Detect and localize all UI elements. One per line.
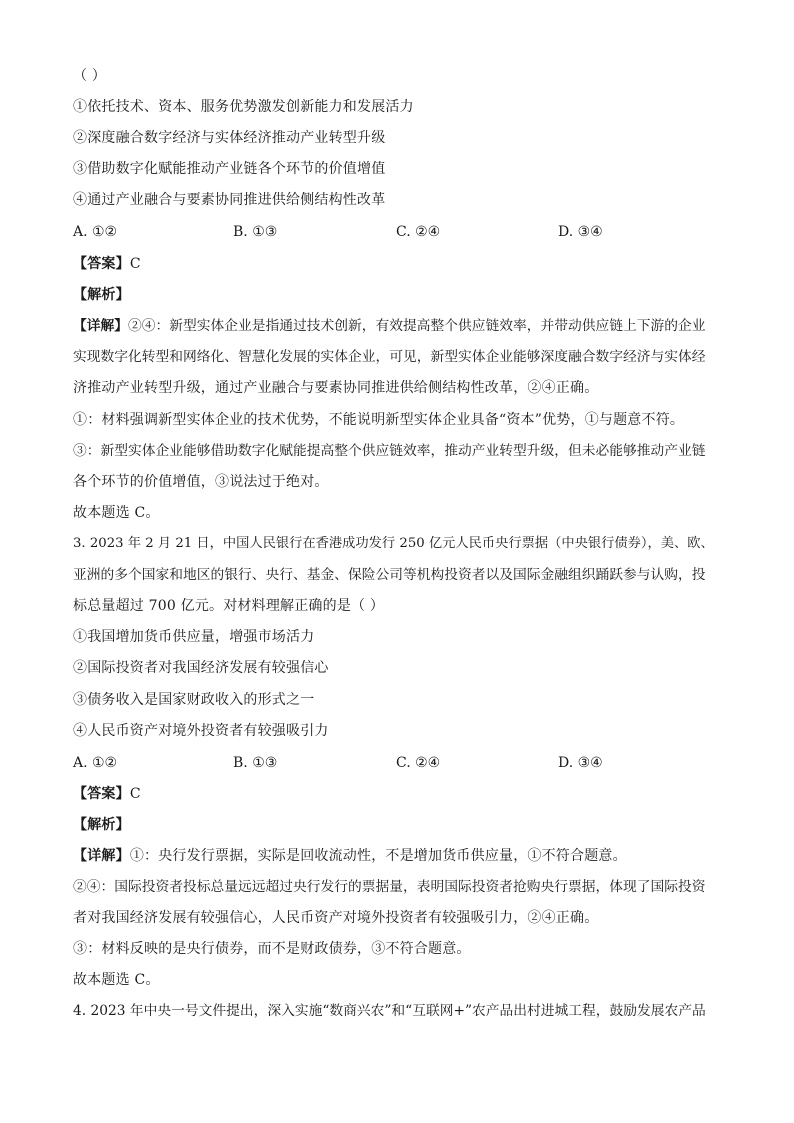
- q2-answer-value: C: [129, 256, 141, 272]
- q2-option-d: D. ③④: [558, 224, 603, 240]
- q2-detail-line-2: 实现数字化转型和网络化、智慧化发展的实体企业，可见，新型实体企业能够深度融合数字经济与实体经: [73, 349, 706, 365]
- q3-stem-line-2: 亚洲的多个国家和地区的银行、央行、基金、保险公司等机构投资者以及国际金融组织踊跃参与认购，投: [73, 567, 706, 583]
- q3-detail-text-1: ①：央行发行票据，实际是回收流动性，不是增加货币供应量，①不符合题意。: [129, 848, 627, 864]
- q2-option-a: A. ①②: [73, 224, 118, 240]
- q2-conclusion: 故本题选 C。: [73, 505, 160, 521]
- q3-detail-line-4: ③：材料反映的是央行债券，而不是财政债券，③不符合题意。: [73, 941, 471, 957]
- q2-stem-tail: （ ）: [73, 68, 107, 84]
- q2-statement-1: ①依托技术、资本、服务优势激发创新能力和发展活力: [73, 99, 414, 115]
- q2-statement-4: ④通过产业融合与要素协同推进供给侧结构性改革: [73, 192, 386, 208]
- q2-detail-line-1: [73, 316, 723, 336]
- q3-stem-line-3: 标总量超过 700 亿元。对材料理解正确的是（ ）: [73, 598, 385, 614]
- q3-statement-3: ③债务收入是国家财政收入的形式之一: [73, 692, 315, 708]
- q2-analysis-tag: 【解析】: [73, 287, 130, 303]
- q2-answer-row: [73, 254, 723, 274]
- q4-stem-line-1: 4. 2023 年中央一号文件提出，深入实施“数商兴农”和“互联网+”农产品出村进城工程，鼓励发展农产品: [73, 1003, 706, 1019]
- q2-statement-2: ②深度融合数字经济与实体经济推动产业转型升级: [73, 130, 386, 146]
- q3-detail-line-3: 者对我国经济发展有较强信心，人民币资产对境外投资者有较强吸引力，②④正确。: [73, 910, 599, 926]
- q2-option-b: B. ①③: [233, 224, 278, 240]
- q3-answer-tag: 【答案】: [73, 786, 130, 802]
- q2-answer-tag: 【答案】: [73, 256, 130, 272]
- q2-option-c: C. ②④: [396, 224, 441, 240]
- q3-answer-row: [73, 784, 723, 804]
- q3-stem-line-1: 3. 2023 年 2 月 21 日，中国人民银行在香港成功发行 250 亿元人民币央行票据（中央银行债券），美、欧、: [73, 536, 714, 551]
- q2-detail-tag: 【详解】: [73, 318, 129, 334]
- q3-option-d: D. ③④: [558, 755, 603, 771]
- q3-option-c: C. ②④: [396, 755, 441, 771]
- q3-statement-1: ①我国增加货币供应量，增强市场活力: [73, 629, 315, 645]
- q3-conclusion: 故本题选 C。: [73, 972, 160, 988]
- q2-detail-line-5: ③：新型实体企业能够借助数字化赋能提高整个供应链效率，推动产业转型升级，但未必能够推动产业链: [73, 443, 706, 459]
- q3-statement-4: ④人民币资产对境外投资者有较强吸引力: [73, 723, 329, 739]
- q3-detail-line-1: [73, 846, 723, 866]
- q3-detail-tag: 【详解】: [73, 848, 130, 864]
- q2-detail-text-1: ②④：新型实体企业是指通过技术创新，有效提高整个供应链效率，并带动供应链上下游的企业: [128, 318, 706, 334]
- q2-detail-line-3: 济推动产业转型升级，通过产业融合与要素协同推进供给侧结构性改革，②④正确。: [73, 380, 599, 396]
- q2-statement-3: ③借助数字化赋能推动产业链各个环节的价值增值: [73, 161, 386, 177]
- q3-detail-line-2: ②④：国际投资者投标总量远远超过央行发行的票据量，表明国际投资者抢购央行票据，体现了国际投资: [73, 879, 706, 895]
- q3-option-b: B. ①③: [233, 755, 278, 771]
- q2-detail-line-6: 各个环节的价值增值，③说法过于绝对。: [73, 474, 329, 490]
- q3-answer-value: C: [129, 786, 141, 802]
- q3-option-a: A. ①②: [73, 755, 118, 771]
- q2-detail-line-4: ①：材料强调新型实体企业的技术优势，不能说明新型实体企业具备“资本”优势，①与题意不符。: [73, 412, 685, 428]
- q3-statement-2: ②国际投资者对我国经济发展有较强信心: [73, 660, 329, 676]
- q3-analysis-tag: 【解析】: [73, 817, 130, 833]
